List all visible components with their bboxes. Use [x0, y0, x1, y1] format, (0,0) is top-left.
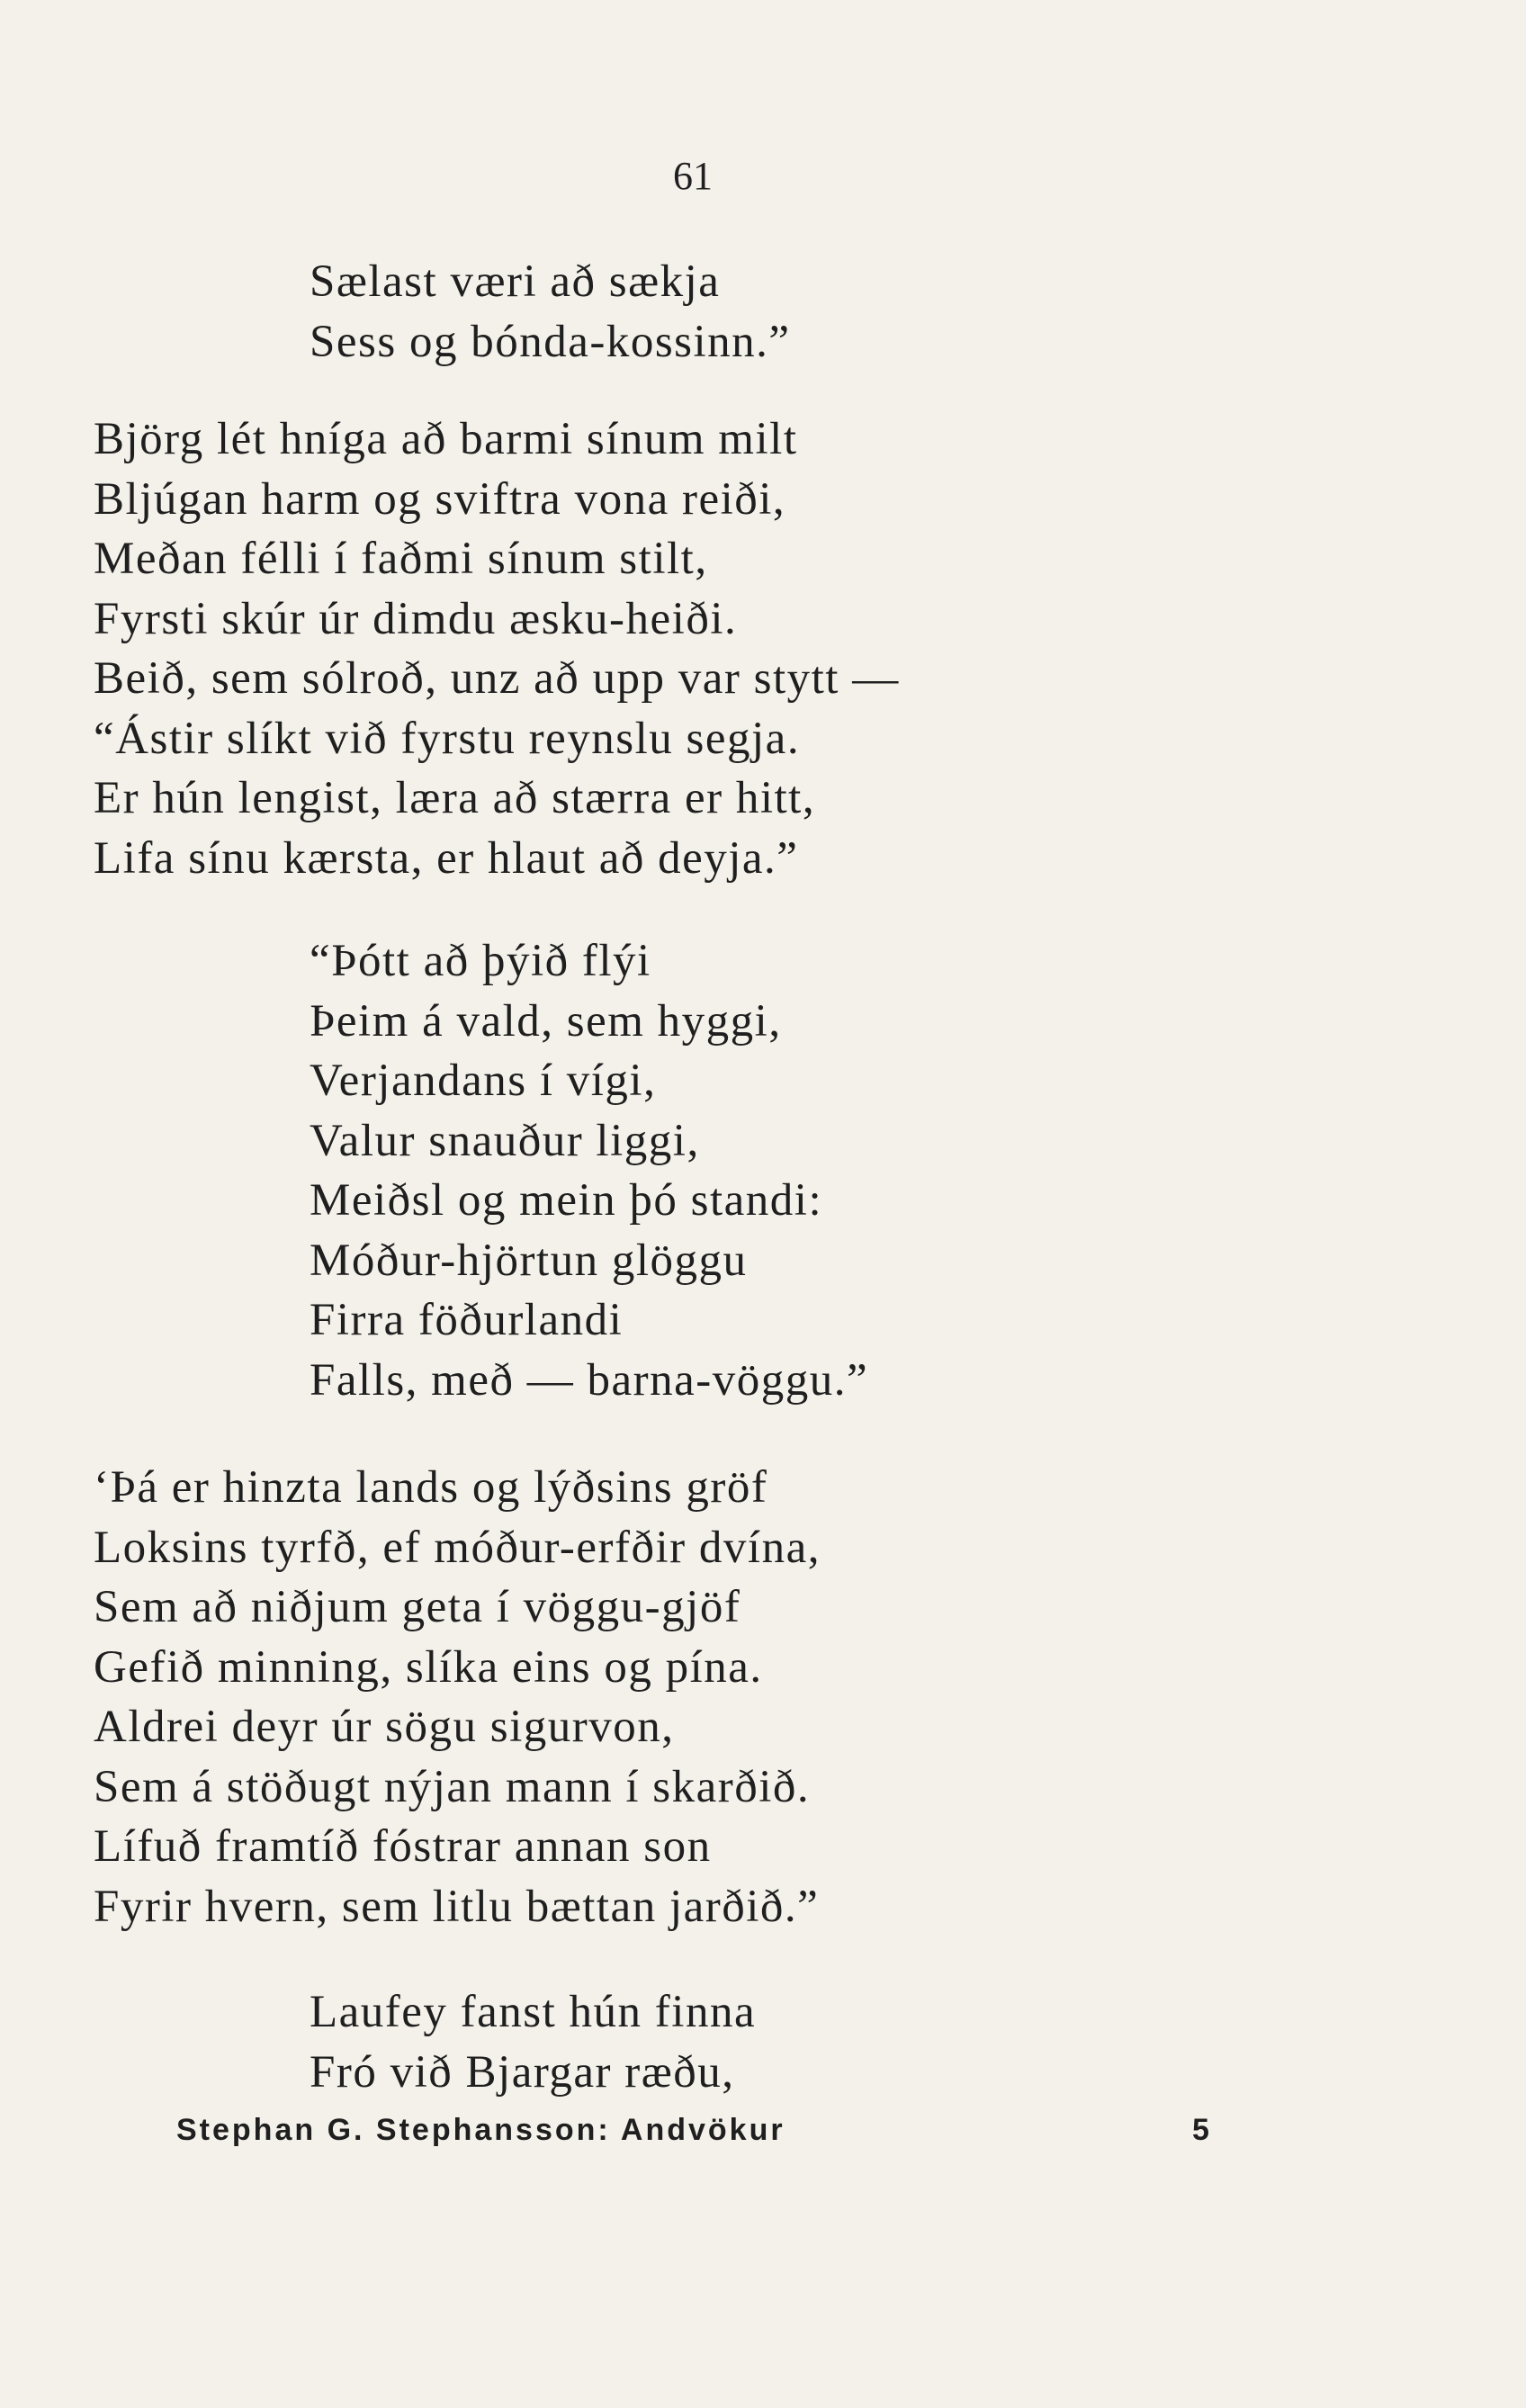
verse-line: Sess og bónda-kossinn.” [310, 316, 791, 367]
verse-line: Meðan félli í faðmi sínum stilt, [94, 534, 708, 584]
verse-line: Er hún lengist, læra að stærra er hitt, [94, 773, 816, 823]
verse-line: Laufey fanst hún finna [310, 1987, 757, 2037]
verse-line: Verjandans í vígi, [310, 1056, 657, 1106]
verse-line: Sem á stöðugt nýjan mann í skarðið. [94, 1761, 811, 1812]
verse-line: Fyrsti skúr úr dimdu æsku-heiði. [94, 593, 738, 644]
verse-line: “Ástir slíkt við fyrstu reynslu segja. [94, 713, 801, 764]
verse-line: Meiðsl og mein þó standi: [310, 1175, 823, 1226]
verse-line: Fyrir hvern, sem litlu bættan jarðið.” [94, 1881, 820, 1932]
verse-line: ‘Þá er hinzta lands og lýðsins gröf [94, 1462, 768, 1513]
verse-line: Björg lét hníga að barmi sínum milt [94, 414, 798, 464]
verse-line: Falls, með — barna-vöggu.” [310, 1354, 869, 1406]
verse-line: Firra föðurlandi [310, 1295, 624, 1345]
stanza [94, 409, 900, 888]
verse-line: Valur snauður liggi, [310, 1115, 700, 1166]
stanza [310, 931, 868, 1410]
verse-line: Aldrei deyr úr sögu sigurvon, [94, 1702, 675, 1752]
verse-line: Lifa sínu kærsta, er hlaut að deyja.” [94, 832, 799, 884]
verse-line: Móður-hjörtun glöggu [310, 1235, 748, 1286]
verse-line: “Þótt að þýið flýi [310, 936, 651, 986]
verse-line: Gefið minning, slíka eins og pína. [94, 1641, 763, 1693]
verse-line: Loksins tyrfð, ef móður-erfðir dvína, [94, 1522, 821, 1573]
verse-line: Bljúgan harm og sviftra vona reiði, [94, 473, 786, 525]
verse-line: Sem að niðjum geta í vöggu-gjöf [94, 1582, 741, 1632]
signature-line: Stephan G. Stephansson: Andvökur [176, 2113, 785, 2147]
verse-line: Sælast væri að sækja [310, 256, 721, 307]
verse-line: Beið, sem sólroð, unz að upp var stytt — [94, 653, 900, 704]
verse-line: Fró við Bjargar ræðu, [310, 2046, 735, 2098]
verse-line: Lífuð framtíð fóstrar annan son [94, 1821, 712, 1872]
stanza [310, 252, 791, 372]
stanza [94, 1458, 821, 1936]
stanza [310, 1982, 756, 2102]
verse-line: Þeim á vald, sem hyggi, [310, 995, 782, 1047]
page-number: 61 [673, 154, 713, 198]
sheet-mark: 5 [1192, 2113, 1209, 2147]
